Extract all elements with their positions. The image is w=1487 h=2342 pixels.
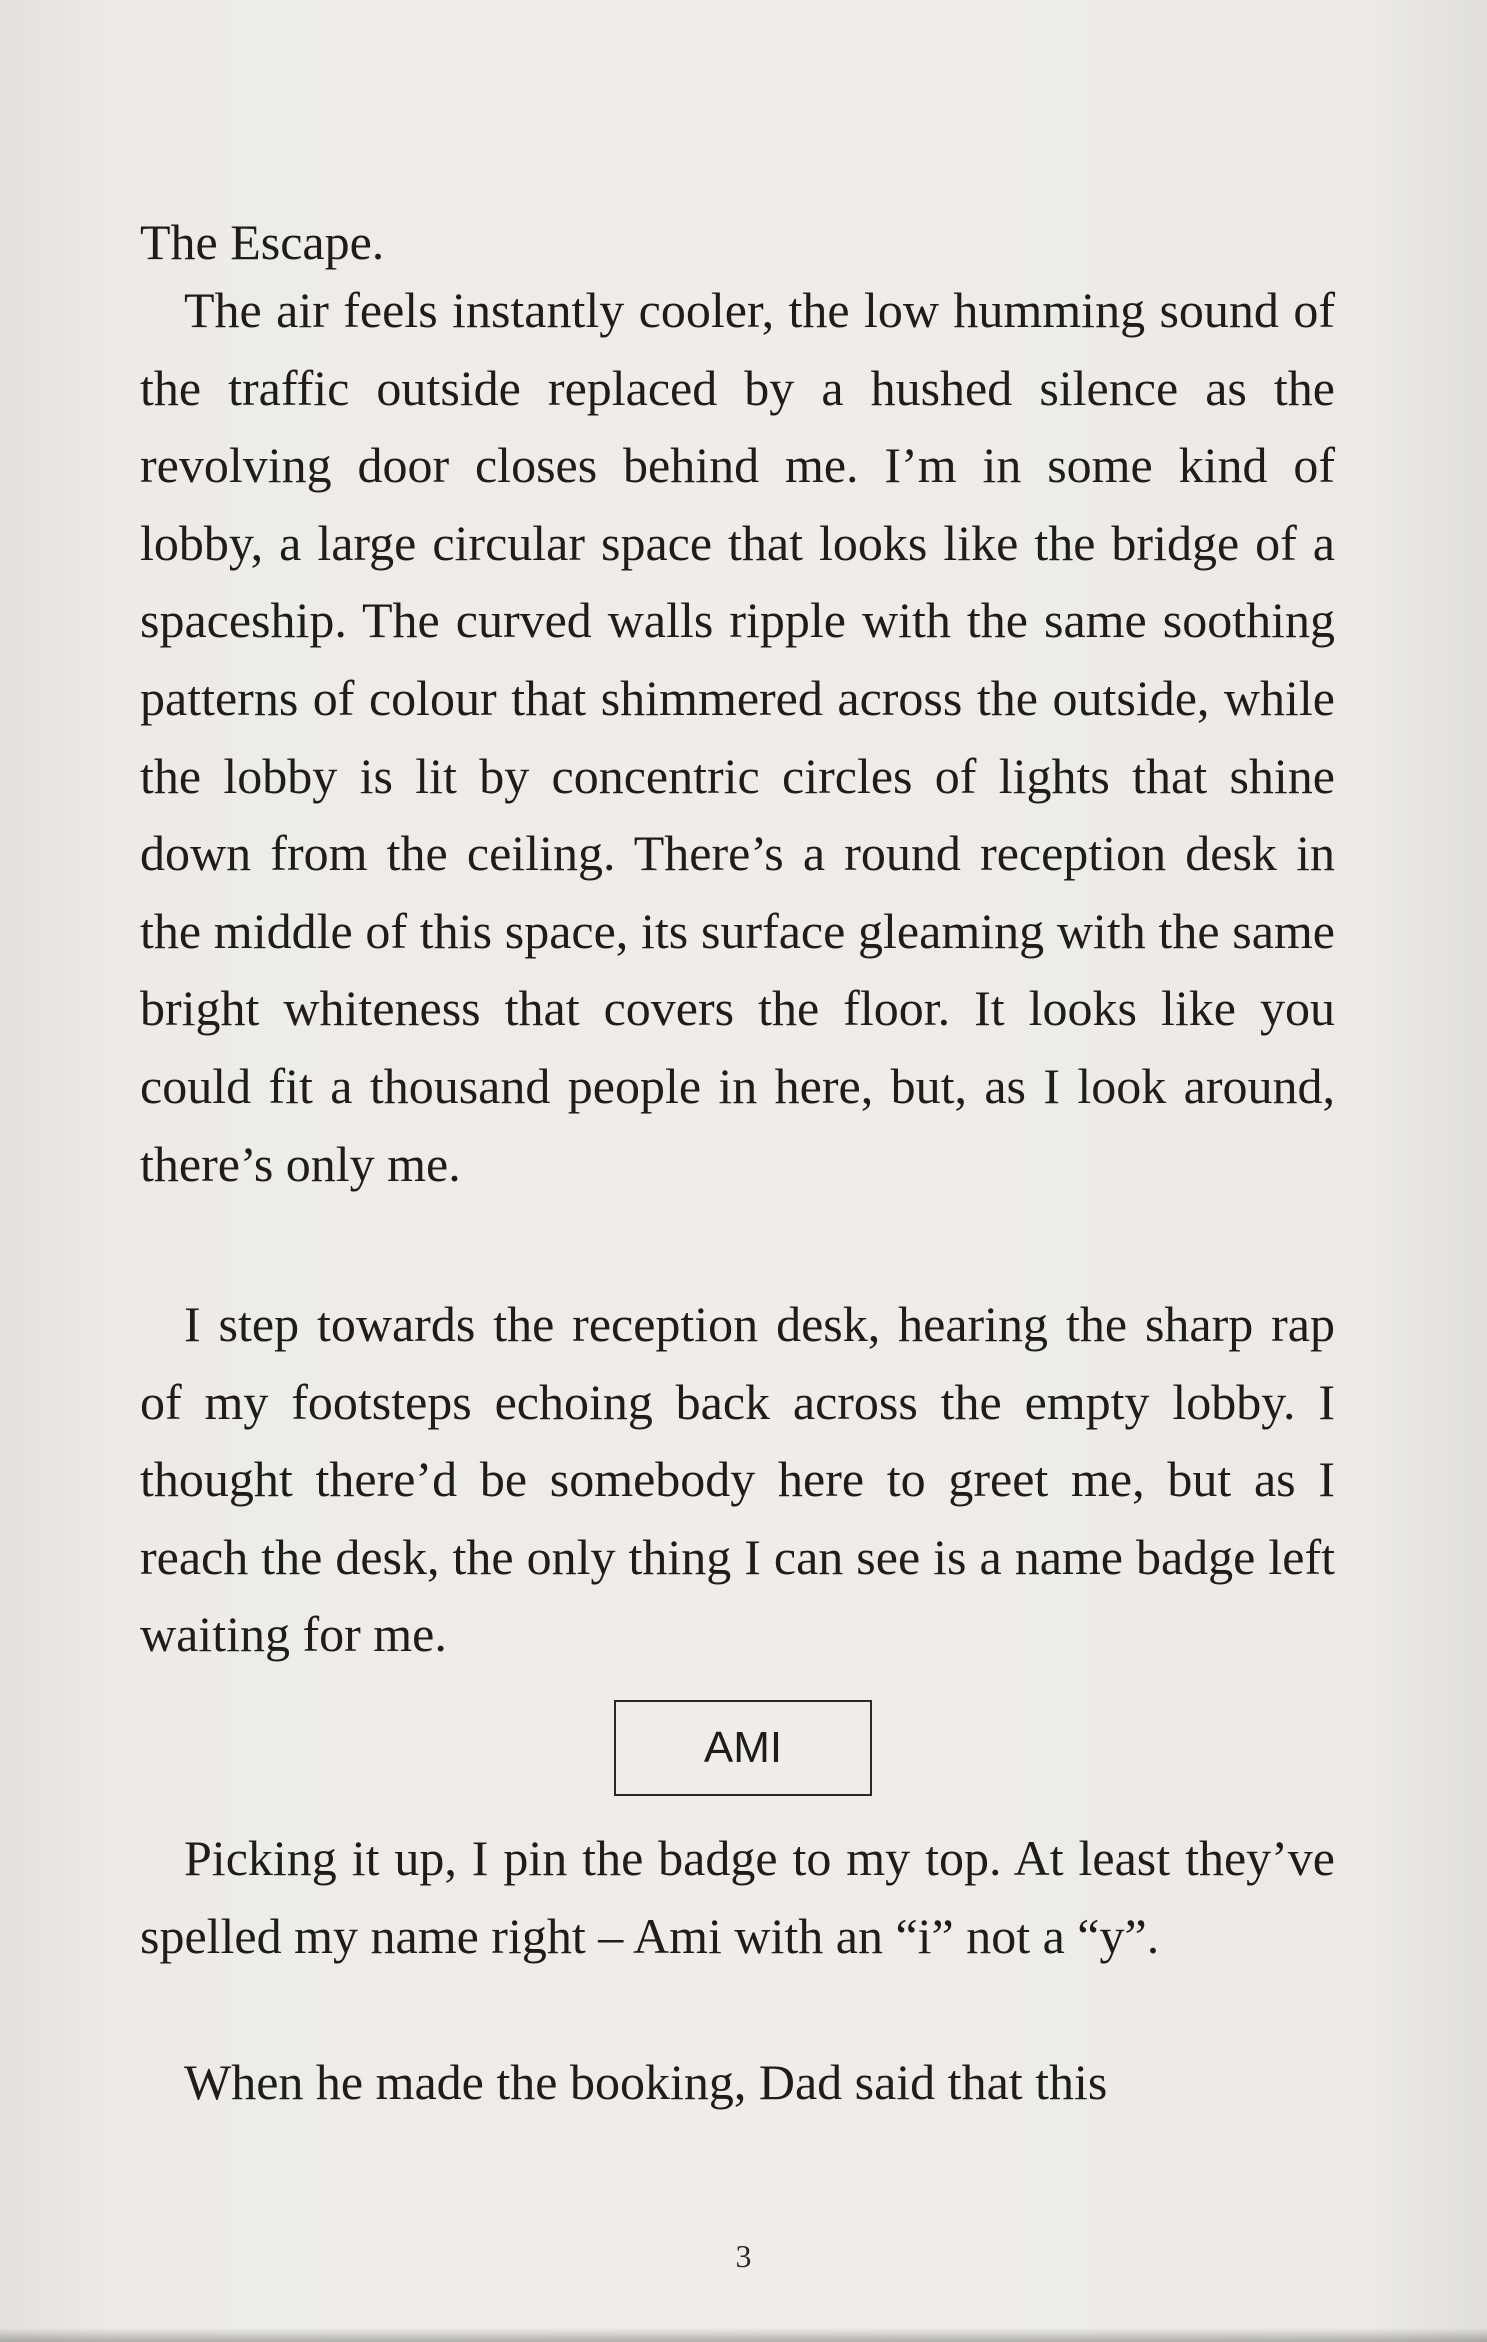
paragraph-badge: Picking it up, I pin the badge to my top. At least they’ve spelled my name right – Ami with an “i” not a “y”.	[140, 1830, 1335, 1964]
section-title: The Escape.	[140, 214, 385, 270]
paragraph-booking: When he made the booking, Dad said that this	[184, 2054, 1108, 2110]
page-number: 3	[735, 2238, 752, 2274]
page-bottom-edge	[0, 2328, 1487, 2342]
name-badge: AMI	[614, 1700, 872, 1796]
paragraph-reception-desk: I step towards the reception desk, hearing the sharp rap of my footsteps echoing back across the empty lobby. I thought there’d be somebody here to greet me, but as I reach the desk, the only thing I can see is a name badge left waiting for me.	[140, 1296, 1335, 1663]
paragraph-lobby: The air feels instantly cooler, the low humming sound of the traffic outside replaced by a hushed silence as the revolving door closes behind me. I’m in some kind of lobby, a large circular space that looks like the bridge of a spaceship. The curved walls ripple with the same soothing patterns of colour that shimmered across the outside, while the lobby is lit by concentric circles of lights that shine down from the ceiling. There’s a round reception desk in the middle of this space, its surface gleaming with the same bright whiteness that covers the floor. It looks like you could fit a thousand people in here, but, as I look around, there’s only me.	[140, 282, 1335, 1192]
